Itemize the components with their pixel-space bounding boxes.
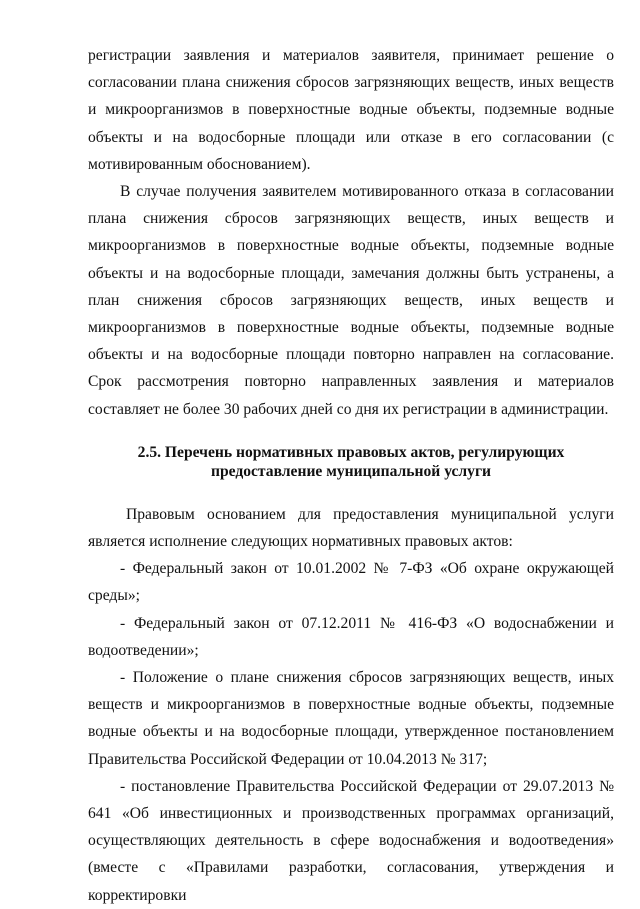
section-heading (88, 443, 614, 481)
section-heading-line1: 2.5. Перечень нормативных правовых актов, регулирующих (137, 443, 565, 461)
list-item-decree-641: - постановление Правительства Российской Федерации от 29.07.2013 № 641 «Об инвестиционных и производственных программах организаций, осуществляющих деятельность в сфере водоснабжения и водоотведения» (вместе с «Правилами разработки, согласования, утверждения и корректировки (88, 777, 614, 904)
list-item-regulation-317: - Положение о плане снижения сбросов загрязняющих веществ, иных веществ и микроорганизмов в поверхностные водные объекты, подземные водные объекты и на водосборные площади, утвержденное постановлением Правительства Российской Федерации от 10.04.2013 № 317; (88, 669, 614, 768)
section-heading-line2: предоставление муниципальной услуги (210, 462, 492, 480)
list-item-law-416fz: - Федеральный закон от 07.12.2011 № 416-ФЗ «О водоснабжении и водоотведении»; (88, 614, 614, 659)
paragraph-decision: регистрации заявления и материалов заявителя, принимает решение о согласовании плана снижения сбросов загрязняющих веществ, иных веществ и микроорганизмов в поверхностные водные объекты, подземные водные объекты и на водосборные площади или отказе в его согласовании (с мотивированным обоснованием). (88, 47, 614, 173)
paragraph-legal-basis: Правовым основанием для предоставления муниципальной услуги является исполнение следующих нормативных правовых актов: (88, 505, 614, 551)
list-item-law-7fz: - Федеральный закон от 10.01.2002 № 7-ФЗ «Об охране окружающей среды»; (88, 560, 614, 605)
document-page (88, 42, 614, 909)
paragraph-refusal: В случае получения заявителем мотивированного отказа в согласовании плана снижения сбросов загрязняющих веществ, иных веществ и микроорганизмов в поверхностные водные объекты, подземные водные объекты и на водосборные площади, замечания должны быть устранены, а план снижения сбросов загрязняющих веществ, иных веществ и микроорганизмов в поверхностные водные объекты, подземные водные объекты и на водосборные площади повторно направлен на согласование. Срок рассмотрения повторно направленных заявления и материалов составляет не более 30 рабочих дней со дня их регистрации в администрации. (88, 183, 614, 418)
